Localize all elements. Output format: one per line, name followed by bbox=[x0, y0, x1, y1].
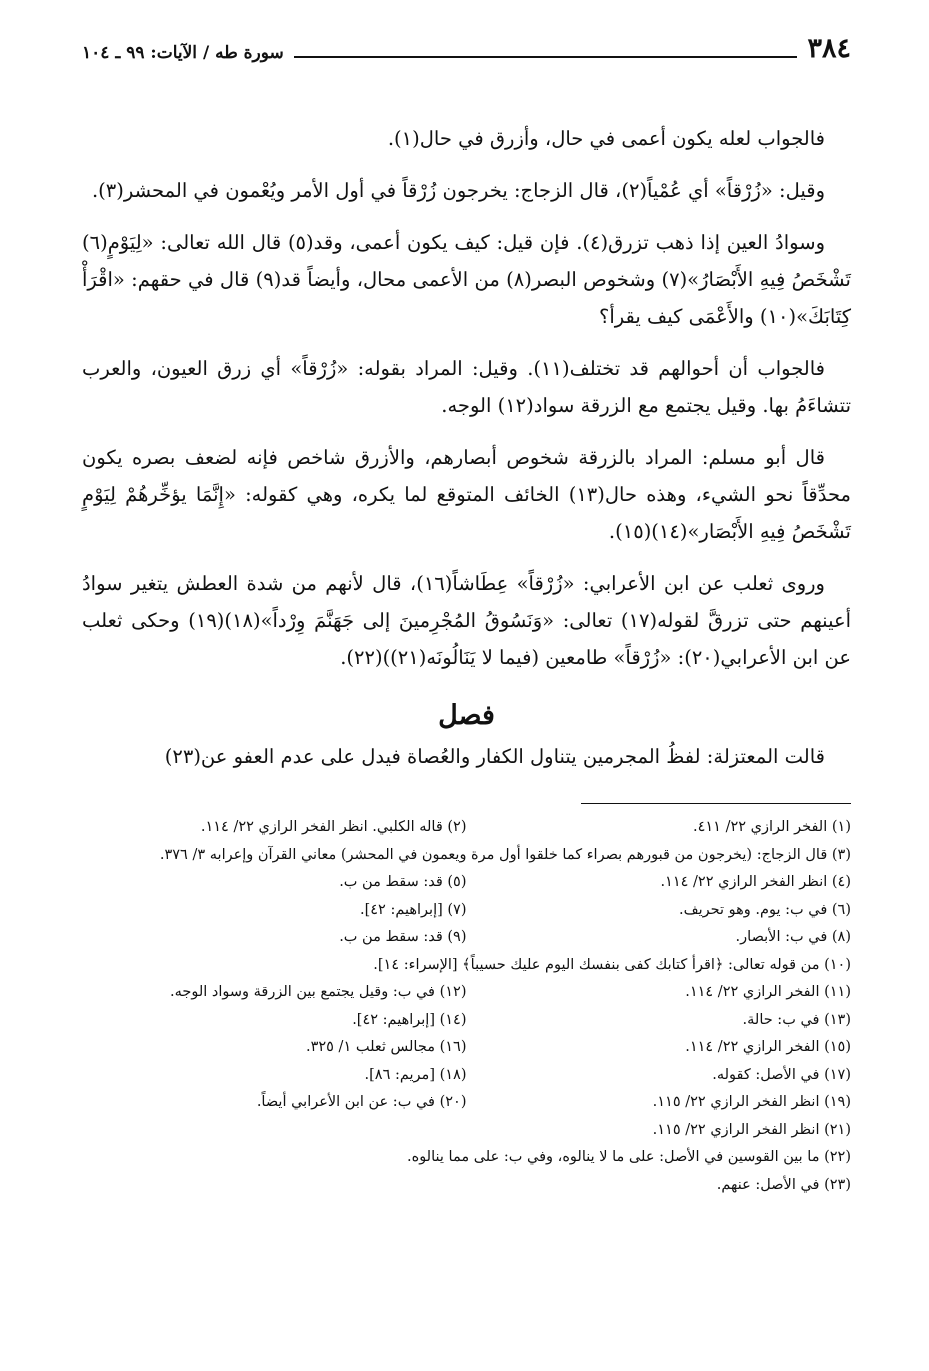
footnote-row bbox=[82, 1034, 851, 1062]
footnote: (٥) قد: سقط من ب. bbox=[339, 874, 467, 890]
footnote-row bbox=[82, 979, 851, 1007]
footnote: (٤) انظر الفخر الرازي ٢٢/ ١١٤. bbox=[660, 874, 851, 890]
footnote: (٦) في ب: يوم. وهو تحريف. bbox=[678, 901, 851, 918]
page-header bbox=[82, 28, 851, 62]
paragraph: فالجواب لعله يكون أعمى في حال، وأزرق في حال(١). bbox=[387, 127, 825, 150]
footnote-row bbox=[82, 1144, 851, 1172]
footnote-row bbox=[82, 1007, 851, 1035]
footnote: (٢٢) ما بين القوسين في الأصل: على ما لا ينالوه، وفي ب: على مما ينالوه. bbox=[406, 1149, 851, 1165]
footnote: (٢٣) في الأصل: عنهم. bbox=[716, 1176, 851, 1193]
footnote-row bbox=[82, 814, 851, 842]
footnote: (١٥) الفخر الرازي ٢٢/ ١١٤. bbox=[685, 1039, 851, 1055]
footnote-row bbox=[82, 897, 851, 925]
footnote-row bbox=[82, 1172, 851, 1200]
footnote-row bbox=[82, 1089, 851, 1117]
body-text bbox=[82, 120, 851, 775]
paragraph: فالجواب أن أحوالهم قد تختلف(١١). وقيل: المراد بقوله: «زُرْقاً» أي زرق العيون، والعرب تتشاءَمُ بها. وقيل يجتمع مع الزرقة سواد(١٢) الوجه. bbox=[82, 357, 851, 417]
footnote: (٢١) انظر الفخر الرازي ٢٢/ ١١٥. bbox=[652, 1121, 851, 1138]
footnote: (١٨) [مريم: ٨٦]. bbox=[364, 1066, 467, 1083]
footnote: (١٤) [إبراهيم: ٤٢]. bbox=[352, 1011, 467, 1028]
footnote-row bbox=[82, 869, 851, 897]
footnote: (١٦) مجالس ثعلب ١/ ٣٢٥. bbox=[305, 1039, 467, 1055]
footnote: (١٣) في ب: حالة. bbox=[742, 1011, 851, 1028]
footnote: (١٢) في ب: وقيل يجتمع بين الزرقة وسواد الوجه. bbox=[169, 984, 467, 1000]
section-heading: فصل bbox=[438, 700, 495, 731]
footnote-separator bbox=[581, 803, 851, 804]
footnote: (٩) قد: سقط من ب. bbox=[339, 929, 467, 945]
running-title: سورة طه / الآيات: ٩٩ ـ ١٠٤ bbox=[82, 43, 284, 63]
footnote: (٨) في ب: الأبصار. bbox=[735, 929, 851, 945]
footnote: (١٠) من قوله تعالى: ﴿اقرأ كتابك كفى بنفسك اليوم عليك حسيباً﴾ [الإسراء: ١٤]. bbox=[373, 956, 851, 973]
footnote-row bbox=[82, 842, 851, 870]
footnote-row bbox=[82, 952, 851, 980]
footnote: (٢٠) في ب: عن ابن الأعرابي أيضاً. bbox=[256, 1094, 467, 1110]
footnote: (٢) قاله الكلبي. انظر الفخر الرازي ٢٢/ ١١٤. bbox=[200, 819, 467, 835]
footnote-row bbox=[82, 924, 851, 952]
paragraph: وروى ثعلب عن ابن الأعرابي: «زُرْقاً» عِطَاشاً(١٦)، قال لأنهم من شدة العطش يتغير سوادُ أعينهم حتى تزرقَّ لقوله(١٧) تعالى: «وَنَسُوقُ المُجْرِمينَ إلى جَهَنَّمَ وِرْداً»(١٨)(١٩) وحكى ثعلب عن ابن الأعرابي(٢٠): «زُرْقاً» طامعين (فيما لا يَنَالُونَه(٢١))(٢٢). bbox=[82, 572, 852, 669]
footnote: (١) الفخر الرازي ٢٢/ ٤١١. bbox=[693, 819, 851, 835]
footnotes bbox=[82, 814, 851, 1199]
header-rule bbox=[294, 56, 798, 58]
footnote: (١١) الفخر الرازي ٢٢/ ١١٤. bbox=[685, 984, 851, 1000]
footnote-row bbox=[82, 1117, 851, 1145]
paragraph: وسوادُ العين إذا ذهب تزرق(٤). فإن قيل: كيف يكون أعمى، وقد(٥) قال الله تعالى: «لِيَوْمٍ(٦) تَشْخَصُ فِيهِ الأَبْصَارُ»(٧) وشخوص البصر(٨) من الأعمى محال، وأيضاً قد(٩) قال في حقهم: «اقْرَأْ كِتَابَكَ»(١٠) والأَعْمَى كيف يقرأ؟ bbox=[82, 231, 851, 328]
paragraph: قال أبو مسلم: المراد بالزرقة شخوص أبصارهم، والأزرق شاخص فإنه لضعف بصره يكون محدِّقاً نحو الشيء، وهذه حال(١٣) الخائف المتوقع لما يكره، وهي كقوله: «إِنَّمَا يؤخِّرهُمْ لِيَوْمٍ تَشْخَصُ فِيهِ الأَبْصَار»(١٤)(١٥). bbox=[82, 446, 851, 543]
footnote: (٧) [إبراهيم: ٤٢]. bbox=[359, 901, 467, 918]
paragraph: وقيل: «زُرْقاً» أي عُمْياً(٢)، قال الزجاج: يخرجون زُرْقاً في أول الأمر ويُعْمون في المحشر(٣). bbox=[91, 179, 825, 202]
footnote-row bbox=[82, 1062, 851, 1090]
section-paragraph: قالت المعتزلة: لفظُ المجرمين يتناول الكفار والعُصاة فيدل على عدم العفو عن(٢٣) bbox=[164, 745, 825, 768]
footnote: (١٧) في الأصل: كقوله. bbox=[712, 1066, 851, 1083]
footnote: (٣) قال الزجاج: (يخرجون من قبورهم بصراء كما خلقوا أول مرة ويعمون في المحشر) معاني القرآن وإعرابه ٣/ ٣٧٦. bbox=[159, 846, 851, 863]
page-number: ٣٨٤ bbox=[807, 33, 851, 64]
footnote: (١٩) انظر الفخر الرازي ٢٢/ ١١٥. bbox=[652, 1094, 851, 1110]
